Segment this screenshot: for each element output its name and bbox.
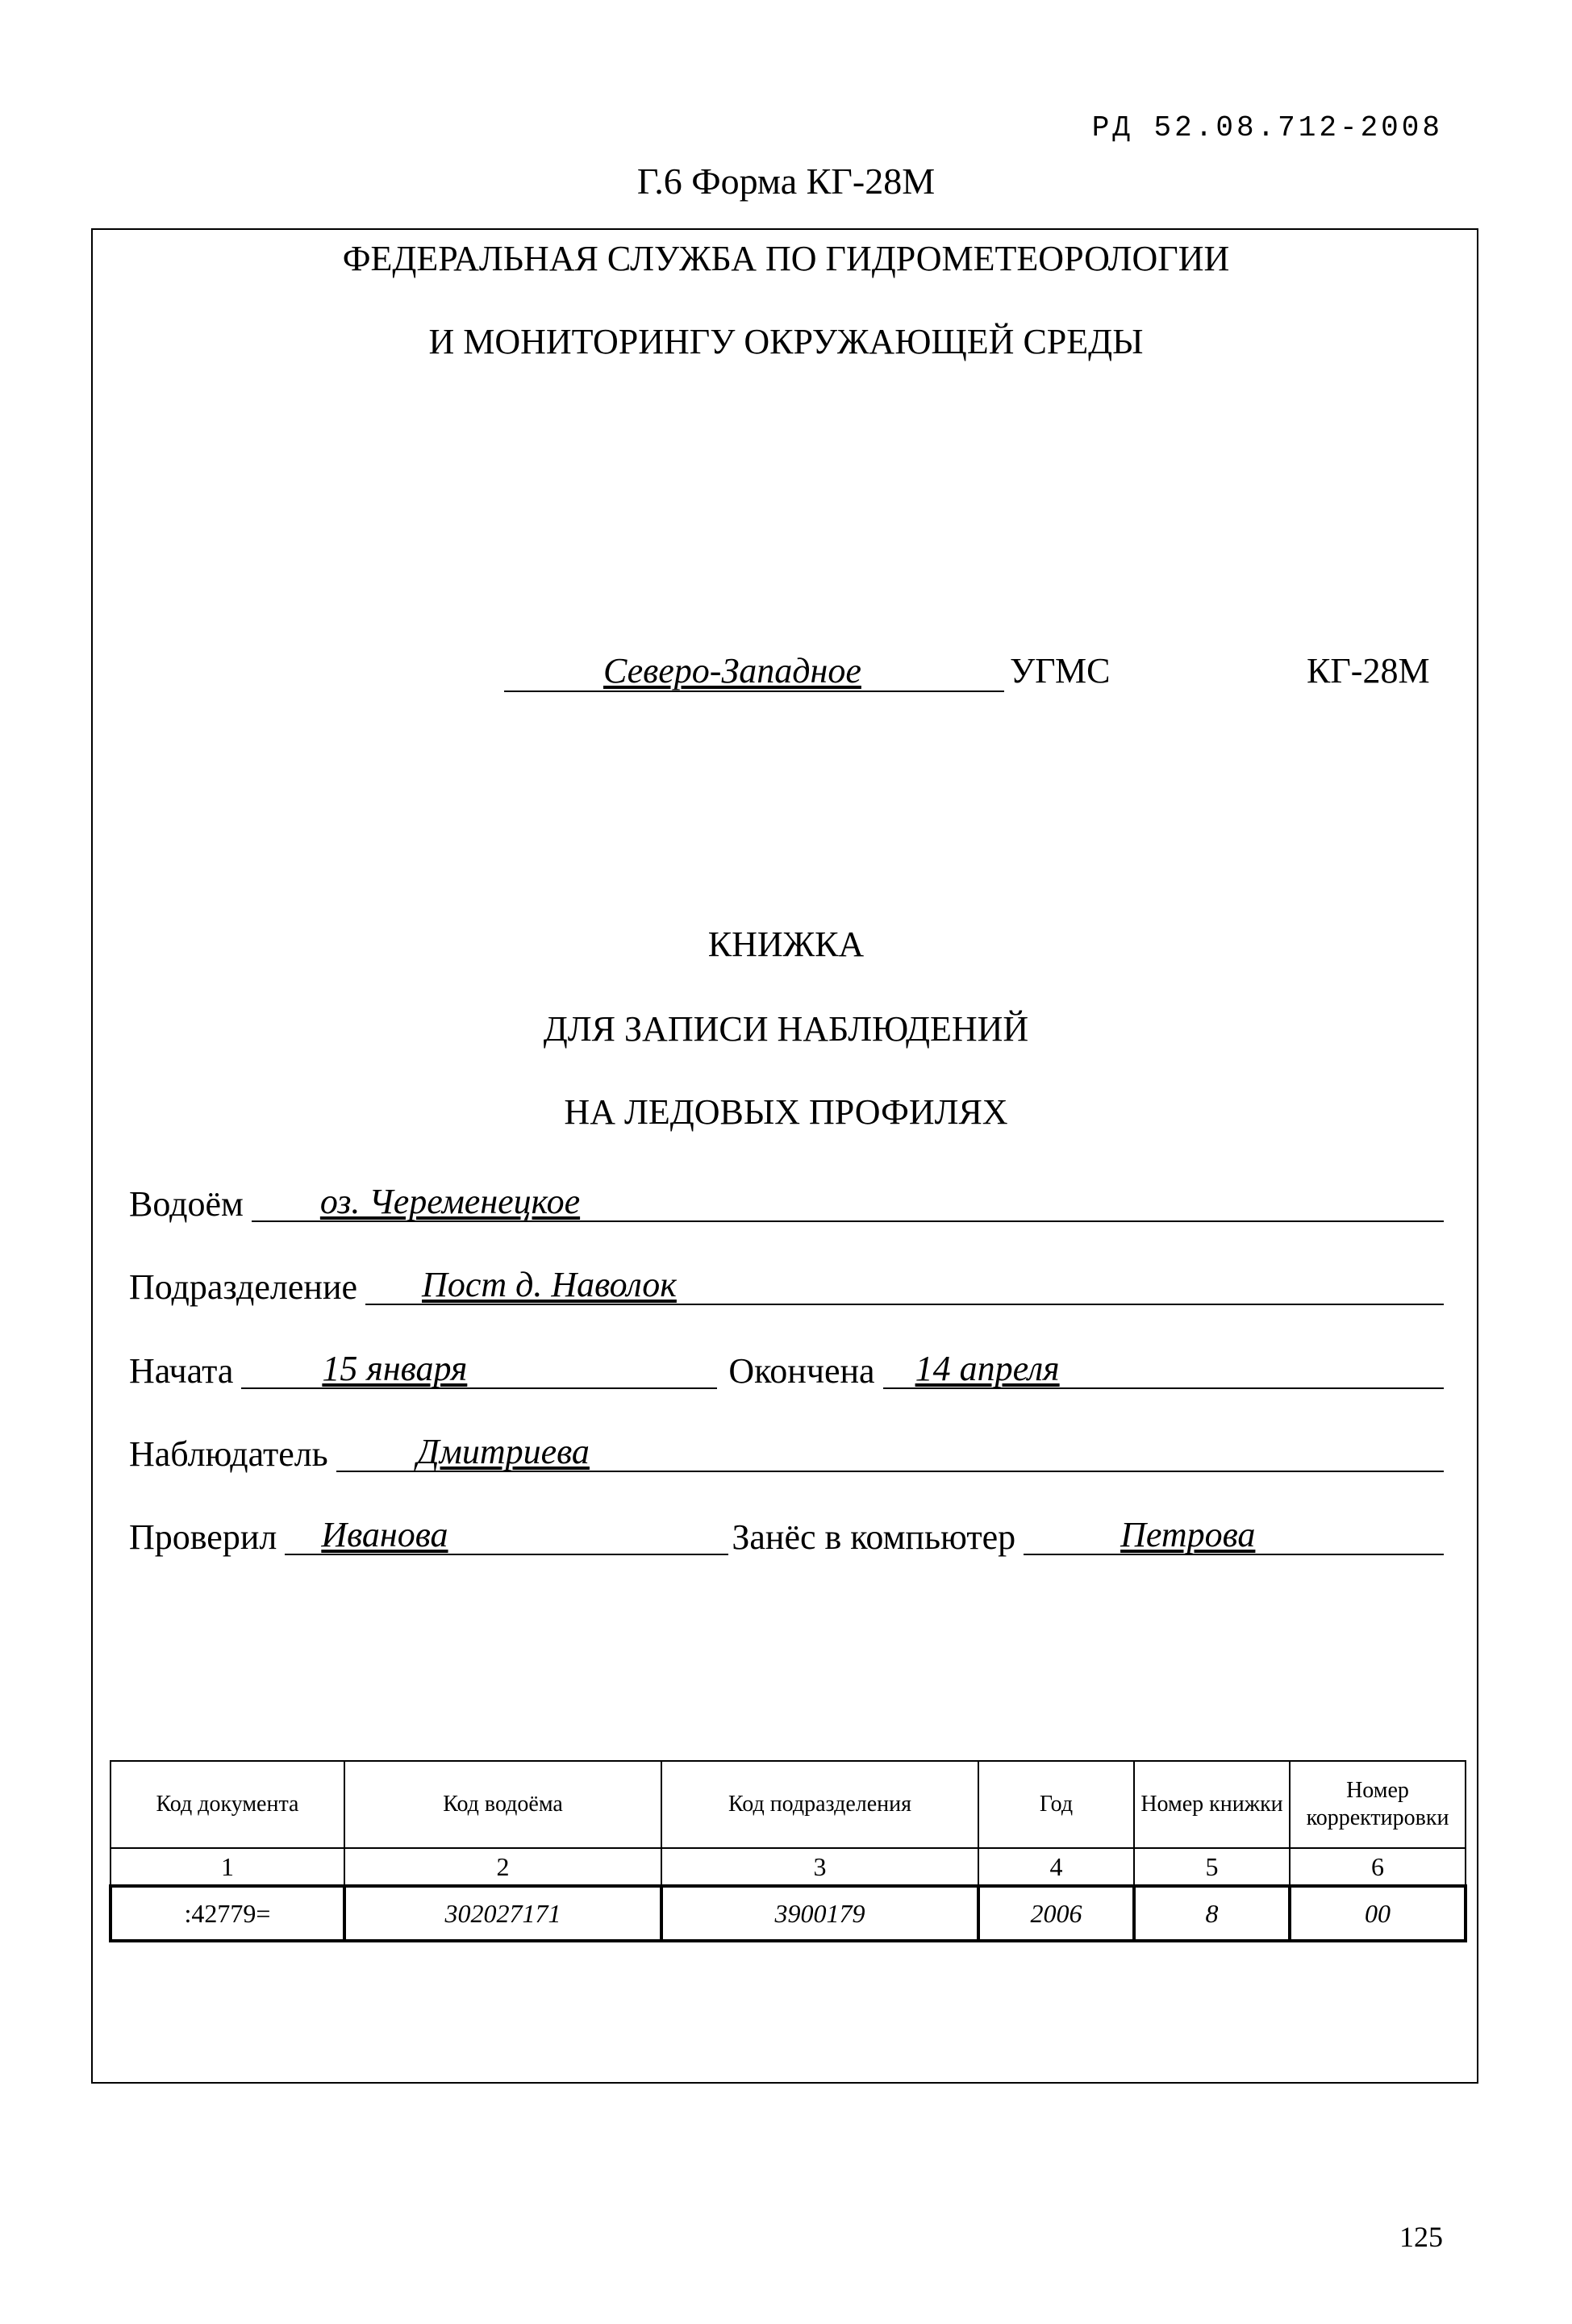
form-code: КГ-28М	[1307, 651, 1430, 691]
subdivision-value: Пост д. Наволок	[422, 1264, 677, 1304]
ugms-suffix: УГМС	[1010, 651, 1111, 691]
year-value: 2006	[978, 1886, 1134, 1941]
started-field	[241, 1347, 717, 1389]
checked-value: Иванова	[321, 1514, 448, 1554]
entered-label: Занёс в компьютер	[732, 1517, 1016, 1557]
ugms-row	[0, 645, 1572, 694]
water-body-value: оз. Череменецкое	[319, 1181, 581, 1221]
header-document-code: Код документа	[110, 1761, 344, 1848]
book-number-value: 8	[1134, 1886, 1290, 1941]
ended-value: 14 апреля	[915, 1348, 1060, 1388]
checked-field	[285, 1513, 728, 1555]
column-number: 5	[1134, 1848, 1290, 1886]
header-year: Год	[978, 1761, 1134, 1848]
document-code-value: :42779=	[110, 1886, 344, 1941]
entered-field	[1024, 1512, 1444, 1555]
observer-label: Наблюдатель	[129, 1434, 328, 1474]
codes-table	[109, 1760, 1467, 1942]
ugms-name: Северо-Западное	[603, 651, 861, 691]
subdivision-row	[129, 1257, 1444, 1305]
title-line-1: КНИЖКА	[707, 924, 865, 964]
title-line-3: НА ЛЕДОВЫХ ПРОФИЛЯХ	[564, 1092, 1008, 1132]
subdivision-label: Подразделение	[129, 1267, 358, 1307]
title-line-2: ДЛЯ ЗАПИСИ НАБЛЮДЕНИЙ	[543, 1009, 1029, 1049]
column-number: 2	[344, 1848, 661, 1886]
header-correction-number: Номер корректировки	[1290, 1761, 1466, 1848]
column-number: 3	[661, 1848, 978, 1886]
column-number: 1	[110, 1848, 344, 1886]
column-number: 4	[978, 1848, 1134, 1886]
entered-value: Петрова	[1120, 1514, 1256, 1554]
codes-table-values-row	[110, 1886, 1466, 1941]
water-body-label: Водоём	[129, 1184, 244, 1224]
agency-line-1: ФЕДЕРАЛЬНАЯ СЛУЖБА ПО ГИДРОМЕТЕОРОЛОГИИ	[342, 239, 1230, 278]
water-body-code-value: 302027171	[344, 1886, 661, 1941]
page-number: 125	[1399, 2221, 1443, 2253]
ended-label: Окончена	[728, 1351, 875, 1391]
checked-row	[129, 1507, 1444, 1555]
observer-row	[129, 1424, 1444, 1472]
observer-field	[336, 1429, 1444, 1472]
observer-value: Дмитриева	[416, 1431, 590, 1471]
checked-label: Проверил	[129, 1517, 277, 1557]
codes-table-header-row	[110, 1761, 1466, 1848]
water-body-row	[129, 1174, 1444, 1222]
header-water-body-code: Код водоёма	[344, 1761, 661, 1848]
started-label: Начата	[129, 1351, 234, 1391]
subdivision-field	[365, 1262, 1444, 1305]
document-number: РД 52.08.712-2008	[1091, 111, 1443, 144]
form-caption: Г.6 Форма КГ-28М	[636, 161, 936, 202]
header-book-number: Номер книжки	[1134, 1761, 1290, 1848]
column-number: 6	[1290, 1848, 1466, 1886]
codes-table-numbers-row	[110, 1848, 1466, 1886]
started-value: 15 января	[322, 1348, 468, 1388]
subdivision-code-value: 3900179	[661, 1886, 978, 1941]
ended-field	[883, 1346, 1444, 1389]
correction-number-value: 00	[1290, 1886, 1466, 1941]
header-subdivision-code: Код подразделения	[661, 1761, 978, 1848]
agency-line-2: И МОНИТОРИНГУ ОКРУЖАЮЩЕЙ СРЕДЫ	[428, 322, 1144, 361]
dates-row	[129, 1341, 1444, 1389]
water-body-field	[252, 1179, 1444, 1222]
